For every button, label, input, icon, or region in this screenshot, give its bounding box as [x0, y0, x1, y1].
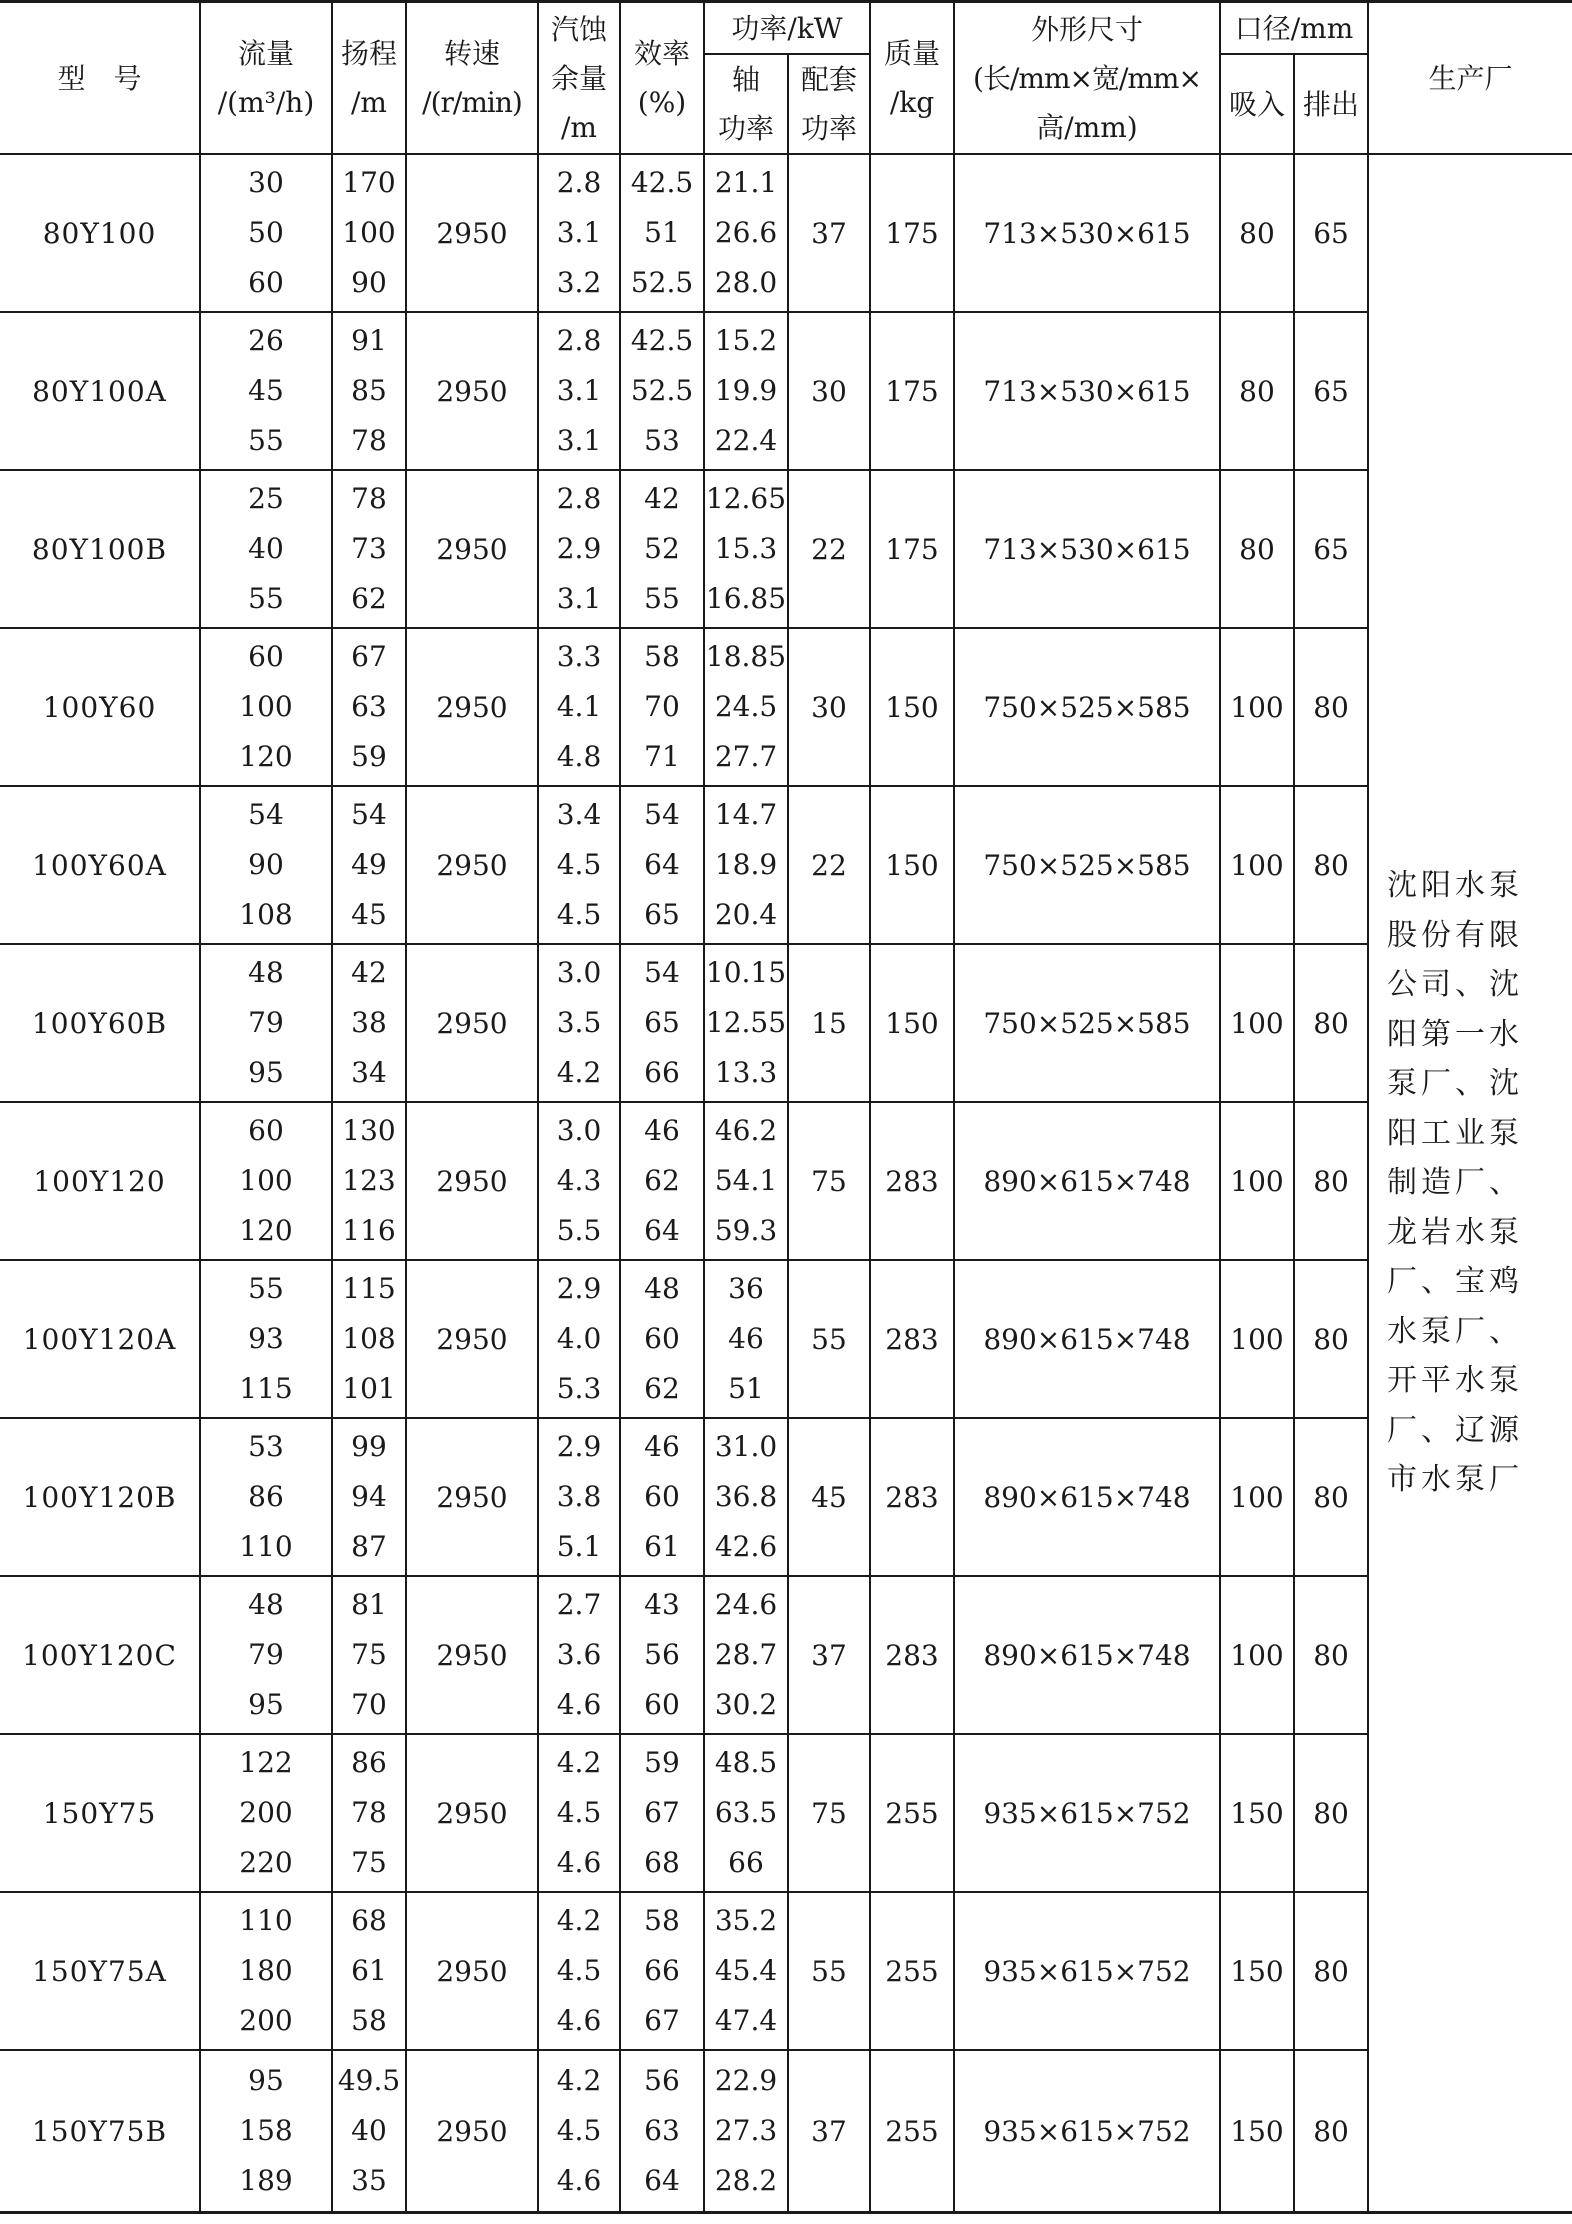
header-discharge: 排出 [1294, 54, 1368, 154]
cell-dimensions: 935×615×752 [954, 1892, 1220, 2050]
cell-suction: 100 [1220, 786, 1294, 944]
cell-model: 150Y75A [0, 1892, 200, 2050]
cell-model: 100Y120B [0, 1418, 200, 1576]
cell-mass: 255 [870, 1734, 954, 1892]
header-npsh: 汽蚀 余量 /m [538, 2, 620, 155]
cell-suction: 80 [1220, 154, 1294, 312]
cell-suction: 80 [1220, 470, 1294, 628]
cell-discharge: 80 [1294, 1102, 1368, 1260]
cell-model: 100Y120A [0, 1260, 200, 1418]
cell-npsh: 2.7 3.6 4.6 [538, 1576, 620, 1734]
cell-model: 100Y60A [0, 786, 200, 944]
cell-mass: 150 [870, 786, 954, 944]
cell-model: 150Y75B [0, 2050, 200, 2213]
header-motor-power: 配套 功率 [788, 54, 870, 154]
cell-head: 42 38 34 [332, 944, 406, 1102]
header-dimensions: 外形尺寸 (长/mm×宽/mm× 高/mm) [954, 2, 1220, 155]
cell-model: 100Y120C [0, 1576, 200, 1734]
cell-discharge: 65 [1294, 154, 1368, 312]
cell-flow: 60 100 120 [200, 628, 332, 786]
table-body [0, 154, 1572, 2213]
header-mass: 质量 /kg [870, 2, 954, 155]
table-row [0, 2050, 1572, 2213]
cell-motor-power: 55 [788, 1260, 870, 1418]
cell-suction: 150 [1220, 1734, 1294, 1892]
cell-head: 68 61 58 [332, 1892, 406, 2050]
cell-flow: 25 40 55 [200, 470, 332, 628]
cell-suction: 100 [1220, 944, 1294, 1102]
header-row-1 [0, 2, 1572, 55]
cell-dimensions: 750×525×585 [954, 628, 1220, 786]
cell-dimensions: 713×530×615 [954, 312, 1220, 470]
cell-flow: 26 45 55 [200, 312, 332, 470]
cell-speed: 2950 [406, 1260, 538, 1418]
cell-head: 130 123 116 [332, 1102, 406, 1260]
cell-model: 100Y60 [0, 628, 200, 786]
cell-efficiency: 56 63 64 [620, 2050, 704, 2213]
cell-model: 80Y100 [0, 154, 200, 312]
cell-discharge: 80 [1294, 1260, 1368, 1418]
cell-flow: 60 100 120 [200, 1102, 332, 1260]
cell-npsh: 2.9 3.8 5.1 [538, 1418, 620, 1576]
cell-motor-power: 15 [788, 944, 870, 1102]
cell-npsh: 2.8 2.9 3.1 [538, 470, 620, 628]
table-row [0, 470, 1572, 628]
cell-mass: 283 [870, 1576, 954, 1734]
cell-mass: 175 [870, 312, 954, 470]
cell-shaft-power: 21.1 26.6 28.0 [704, 154, 788, 312]
cell-discharge: 80 [1294, 944, 1368, 1102]
cell-mass: 255 [870, 1892, 954, 2050]
cell-flow: 55 93 115 [200, 1260, 332, 1418]
cell-efficiency: 46 60 61 [620, 1418, 704, 1576]
cell-motor-power: 45 [788, 1418, 870, 1576]
cell-flow: 110 180 200 [200, 1892, 332, 2050]
cell-flow: 48 79 95 [200, 944, 332, 1102]
cell-head: 67 63 59 [332, 628, 406, 786]
cell-suction: 100 [1220, 1260, 1294, 1418]
cell-model: 100Y60B [0, 944, 200, 1102]
cell-dimensions: 935×615×752 [954, 2050, 1220, 2213]
cell-speed: 2950 [406, 154, 538, 312]
cell-efficiency: 42 52 55 [620, 470, 704, 628]
header-suction: 吸入 [1220, 54, 1294, 154]
cell-discharge: 80 [1294, 1892, 1368, 2050]
cell-mass: 175 [870, 470, 954, 628]
cell-dimensions: 750×525×585 [954, 944, 1220, 1102]
cell-efficiency: 59 67 68 [620, 1734, 704, 1892]
cell-dimensions: 890×615×748 [954, 1102, 1220, 1260]
cell-discharge: 80 [1294, 628, 1368, 786]
cell-speed: 2950 [406, 1892, 538, 2050]
cell-dimensions: 890×615×748 [954, 1260, 1220, 1418]
cell-head: 115 108 101 [332, 1260, 406, 1418]
cell-npsh: 3.0 3.5 4.2 [538, 944, 620, 1102]
cell-shaft-power: 12.65 15.3 16.85 [704, 470, 788, 628]
cell-speed: 2950 [406, 470, 538, 628]
cell-npsh: 4.2 4.5 4.6 [538, 1892, 620, 2050]
cell-motor-power: 37 [788, 2050, 870, 2213]
cell-mass: 283 [870, 1260, 954, 1418]
cell-dimensions: 713×530×615 [954, 154, 1220, 312]
header-head: 扬程 /m [332, 2, 406, 155]
cell-npsh: 3.0 4.3 5.5 [538, 1102, 620, 1260]
cell-suction: 150 [1220, 2050, 1294, 2213]
cell-shaft-power: 36 46 51 [704, 1260, 788, 1418]
header-manufacturer: 生产厂 [1368, 2, 1572, 155]
cell-flow: 54 90 108 [200, 786, 332, 944]
cell-model: 80Y100B [0, 470, 200, 628]
cell-discharge: 80 [1294, 786, 1368, 944]
cell-manufacturer: 沈阳水泵股份有限公司、沈阳第一水泵厂、沈阳工业泵制造厂、龙岩水泵厂、宝鸡水泵厂、开平水泵厂、辽源市水泵厂 [1368, 154, 1572, 2213]
cell-head: 170 100 90 [332, 154, 406, 312]
cell-npsh: 4.2 4.5 4.6 [538, 1734, 620, 1892]
cell-dimensions: 890×615×748 [954, 1576, 1220, 1734]
table-row [0, 1260, 1572, 1418]
cell-efficiency: 54 64 65 [620, 786, 704, 944]
cell-shaft-power: 48.5 63.5 66 [704, 1734, 788, 1892]
cell-efficiency: 58 66 67 [620, 1892, 704, 2050]
cell-shaft-power: 35.2 45.4 47.4 [704, 1892, 788, 2050]
cell-dimensions: 935×615×752 [954, 1734, 1220, 1892]
cell-speed: 2950 [406, 1576, 538, 1734]
cell-suction: 100 [1220, 1102, 1294, 1260]
header-flow: 流量 /(m³/h) [200, 2, 332, 155]
table-row [0, 1892, 1572, 2050]
cell-npsh: 2.9 4.0 5.3 [538, 1260, 620, 1418]
cell-shaft-power: 31.0 36.8 42.6 [704, 1418, 788, 1576]
cell-shaft-power: 18.85 24.5 27.7 [704, 628, 788, 786]
cell-speed: 2950 [406, 944, 538, 1102]
cell-mass: 255 [870, 2050, 954, 2213]
cell-motor-power: 37 [788, 154, 870, 312]
cell-mass: 283 [870, 1102, 954, 1260]
cell-npsh: 2.8 3.1 3.1 [538, 312, 620, 470]
cell-efficiency: 42.5 51 52.5 [620, 154, 704, 312]
cell-head: 86 78 75 [332, 1734, 406, 1892]
table-row [0, 628, 1572, 786]
cell-npsh: 4.2 4.5 4.6 [538, 2050, 620, 2213]
cell-motor-power: 22 [788, 786, 870, 944]
cell-head: 91 85 78 [332, 312, 406, 470]
cell-mass: 150 [870, 628, 954, 786]
cell-mass: 150 [870, 944, 954, 1102]
cell-head: 81 75 70 [332, 1576, 406, 1734]
cell-discharge: 80 [1294, 2050, 1368, 2213]
cell-motor-power: 30 [788, 312, 870, 470]
cell-flow: 95 158 189 [200, 2050, 332, 2213]
cell-motor-power: 55 [788, 1892, 870, 2050]
cell-suction: 150 [1220, 1892, 1294, 2050]
cell-flow: 53 86 110 [200, 1418, 332, 1576]
cell-suction: 80 [1220, 312, 1294, 470]
cell-speed: 2950 [406, 1418, 538, 1576]
cell-efficiency: 46 62 64 [620, 1102, 704, 1260]
cell-shaft-power: 22.9 27.3 28.2 [704, 2050, 788, 2213]
cell-speed: 2950 [406, 1734, 538, 1892]
cell-head: 49.5 40 35 [332, 2050, 406, 2213]
cell-efficiency: 48 60 62 [620, 1260, 704, 1418]
cell-head: 78 73 62 [332, 470, 406, 628]
cell-suction: 100 [1220, 628, 1294, 786]
cell-discharge: 80 [1294, 1576, 1368, 1734]
cell-speed: 2950 [406, 2050, 538, 2213]
table-row [0, 154, 1572, 312]
header-speed: 转速 /(r/min) [406, 2, 538, 155]
cell-shaft-power: 10.15 12.55 13.3 [704, 944, 788, 1102]
cell-head: 99 94 87 [332, 1418, 406, 1576]
table-row [0, 312, 1572, 470]
cell-motor-power: 75 [788, 1102, 870, 1260]
cell-motor-power: 22 [788, 470, 870, 628]
table-row [0, 786, 1572, 944]
table-row [0, 1734, 1572, 1892]
cell-npsh: 3.3 4.1 4.8 [538, 628, 620, 786]
cell-speed: 2950 [406, 786, 538, 944]
cell-model: 80Y100A [0, 312, 200, 470]
table-row [0, 1418, 1572, 1576]
cell-dimensions: 750×525×585 [954, 786, 1220, 944]
cell-shaft-power: 14.7 18.9 20.4 [704, 786, 788, 944]
cell-model: 150Y75 [0, 1734, 200, 1892]
cell-motor-power: 75 [788, 1734, 870, 1892]
cell-shaft-power: 46.2 54.1 59.3 [704, 1102, 788, 1260]
cell-dimensions: 713×530×615 [954, 470, 1220, 628]
cell-suction: 100 [1220, 1418, 1294, 1576]
table-row [0, 944, 1572, 1102]
header-power-group: 功率/kW [704, 2, 870, 55]
cell-motor-power: 30 [788, 628, 870, 786]
cell-npsh: 2.8 3.1 3.2 [538, 154, 620, 312]
header-efficiency: 效率 (%) [620, 2, 704, 155]
cell-motor-power: 37 [788, 1576, 870, 1734]
cell-efficiency: 58 70 71 [620, 628, 704, 786]
cell-flow: 48 79 95 [200, 1576, 332, 1734]
cell-speed: 2950 [406, 1102, 538, 1260]
cell-speed: 2950 [406, 628, 538, 786]
cell-efficiency: 42.5 52.5 53 [620, 312, 704, 470]
header-shaft-power: 轴 功率 [704, 54, 788, 154]
header-bore-group: 口径/mm [1220, 2, 1368, 55]
cell-discharge: 65 [1294, 312, 1368, 470]
cell-head: 54 49 45 [332, 786, 406, 944]
cell-mass: 175 [870, 154, 954, 312]
cell-suction: 100 [1220, 1576, 1294, 1734]
cell-shaft-power: 24.6 28.7 30.2 [704, 1576, 788, 1734]
cell-efficiency: 54 65 66 [620, 944, 704, 1102]
cell-flow: 30 50 60 [200, 154, 332, 312]
cell-discharge: 80 [1294, 1418, 1368, 1576]
cell-discharge: 80 [1294, 1734, 1368, 1892]
cell-shaft-power: 15.2 19.9 22.4 [704, 312, 788, 470]
cell-efficiency: 43 56 60 [620, 1576, 704, 1734]
cell-dimensions: 890×615×748 [954, 1418, 1220, 1576]
cell-mass: 283 [870, 1418, 954, 1576]
cell-model: 100Y120 [0, 1102, 200, 1260]
cell-flow: 122 200 220 [200, 1734, 332, 1892]
header-model: 型 号 [0, 2, 200, 155]
cell-discharge: 65 [1294, 470, 1368, 628]
table-row [0, 1102, 1572, 1260]
cell-speed: 2950 [406, 312, 538, 470]
table-row [0, 1576, 1572, 1734]
cell-npsh: 3.4 4.5 4.5 [538, 786, 620, 944]
